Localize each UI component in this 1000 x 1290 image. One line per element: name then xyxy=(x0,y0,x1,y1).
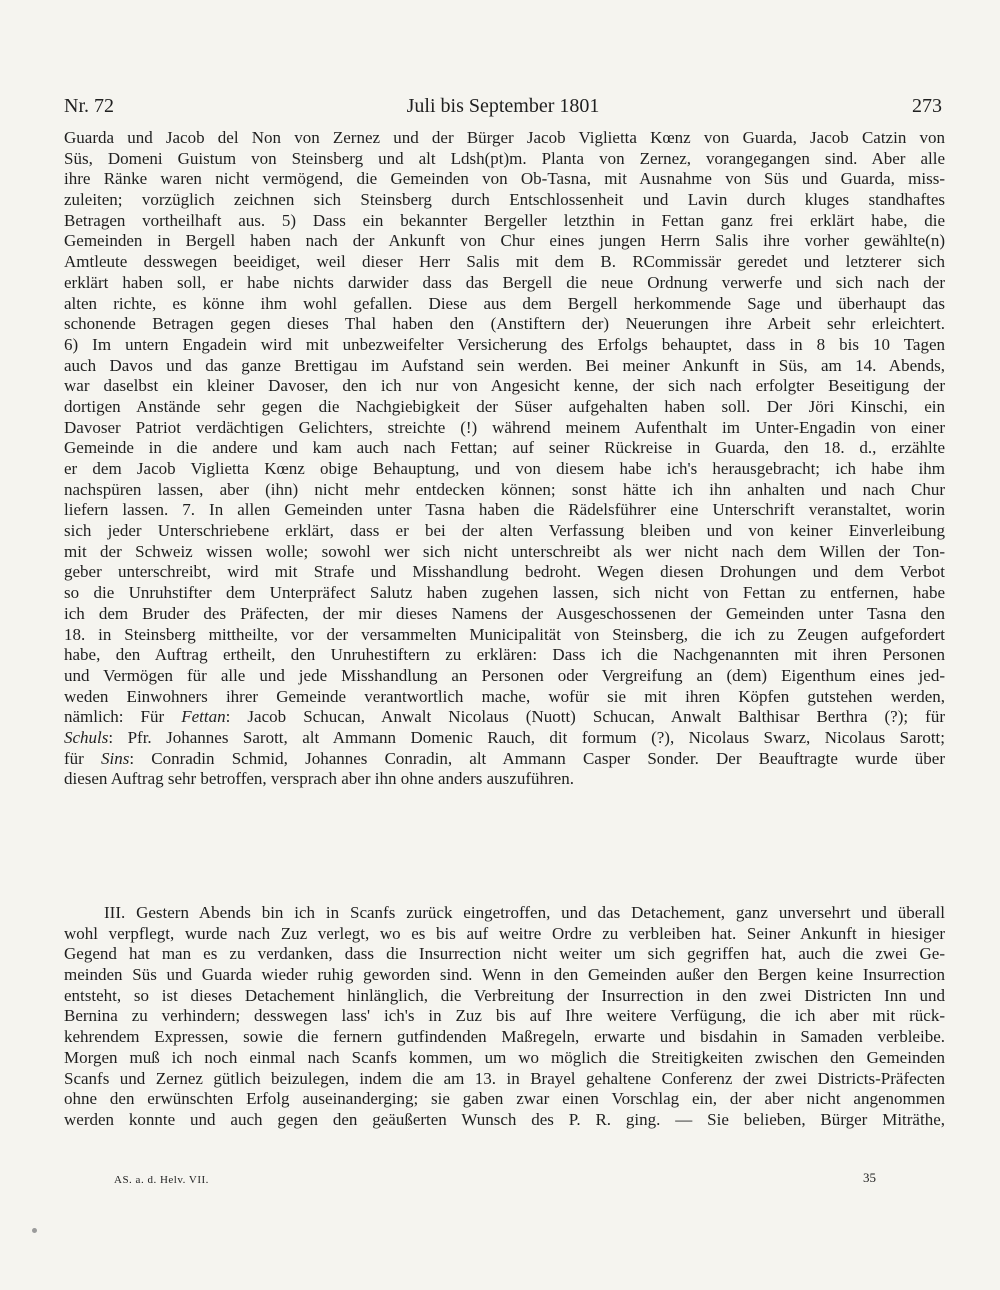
text-line: alten richte, es könne ihm wohl gefallen. Diese aus dem Bergell herkommende Sage und überhaupt das xyxy=(64,293,945,313)
text-line: und Vermögen für alle und jede Misshandlung an Personen oder Vergreifung an (dem) Eigenthum eines jed- xyxy=(64,665,945,685)
text-fragment: : Jacob Schucan, Anwalt Nicolaus (Nuott) Schucan, Anwalt Balthisar Berthra (?); für xyxy=(225,707,945,727)
section-1-text xyxy=(64,128,945,790)
page-number: 273 xyxy=(912,95,942,117)
section-3-text xyxy=(64,903,945,1131)
text-line: mit der Schweiz wissen wolle; sowohl wer sich nicht unterschreibt als wer nicht nach dem Willen der Ton- xyxy=(64,541,945,561)
text-line: habe, den Auftrag ertheilt, den Unruhestiftern zu erklären: Dass ich die Nachgenannten mit ihren Personen xyxy=(64,645,945,665)
text-line: auch Davos und das ganze Brettigau im Aufstand sein werden. Bei meiner Ankunft in Süs, am 14. Abends, xyxy=(64,355,945,375)
text-line: liefern lassen. 7. In allen Gemeinden unter Tasna haben die Rädelsführer eine Unterschrift veranstaltet, worin xyxy=(64,500,945,520)
text-line: entsteht, so ist dieses Detachement hinlänglich, die Verbreitung der Insurrection in den zwei Districten Inn und xyxy=(64,985,945,1005)
text-line xyxy=(64,728,945,749)
text-line: zuleiten; vorzüglich zeichnen sich Steinsberg durch Entschlossenheit und Lavin durch kluges standhaftes xyxy=(64,190,945,210)
text-fragment: : Conradin Schmid, Johannes Conradin, alt Ammann Casper Sonder. Der Beauftragte wurde über xyxy=(129,748,945,768)
text-line: Morgen muß ich noch einmal nach Scanfs kommen, um wo möglich die Streitigkeiten zwischen den Gemeinden xyxy=(64,1047,945,1067)
text-line: so die Unruhstifter dem Unterpräfect Salutz haben zugehen lassen, sich nicht von Fettan zu entfernen, habe xyxy=(64,583,945,603)
text-line xyxy=(64,707,945,728)
text-line: Gemeinde in die andere und kam auch nach Fettan; auf seiner Rückreise in Guarda, den 18. d., erzählte xyxy=(64,438,945,458)
signature-mark: AS. a. d. Helv. VII. xyxy=(114,1174,209,1186)
text-line: ich dem Bruder des Präfecten, der mir dieses Namens der Ausgeschossenen der Gemeinden unter Tasna den xyxy=(64,603,945,623)
place-name-schuls: Schuls xyxy=(64,727,109,747)
text-line: Amtleute desswegen beeidiget, weil dieser Herr Salis mit dem B. RCommissär geredet und letzterer sich xyxy=(64,252,945,272)
text-line: sich jeder Unterschriebene erklärt, dass er bei der alten Verfassung bleiben und von keiner Einverleibung xyxy=(64,521,945,541)
text-line: kehrendem Expressen, sowie die fernern gutfindenden Maßregeln, erwarte und bisdahin in Samaden verbleibe. xyxy=(64,1027,945,1047)
text-line: Davoser Patriot verdächtigen Gelichters, streichte (!) während meinem Aufenthalt im Unter-Engadin von einer xyxy=(64,417,945,437)
text-line: 18. in Steinsberg mittheilte, vor der versammelten Municipalität von Steinsberg, die ich zu Zeugen aufgefordert xyxy=(64,624,945,644)
binding-hole-mark xyxy=(32,1228,37,1233)
text-line: schonende Betragen gegen dieses Thal haben den (Anstiftern der) Neuerungen ihre Arbeit sehr erleichtert. xyxy=(64,314,945,334)
place-name-sins: Sins xyxy=(101,748,130,768)
text-line: werden konnte und auch gegen den geäußerten Wunsch des P. R. ging. — Sie belieben, Bürger Miträthe, xyxy=(64,1109,945,1129)
page-title: Juli bis September 1801 xyxy=(406,95,600,117)
text-line: Süs, Domeni Guistum von Steinsberg und alt Ldsh(pt)m. Planta von Zernez, vorangegangen sind. Aber alle xyxy=(64,148,945,168)
text-line: diesen Auftrag sehr betroffen, versprach aber ihn ohne anders auszuführen. xyxy=(64,769,574,789)
place-name-fettan: Fettan xyxy=(181,707,226,727)
text-line: weden Einwohners ihrer Gemeinde verantwortlich mache, wofür sie mit ihren Köpfen gutstehen werden, xyxy=(64,686,945,706)
text-line: III. Gestern Abends bin ich in Scanfs zurück eingetroffen, und das Detachement, ganz unversehrt und überall xyxy=(104,903,945,922)
text-line: erklärt haben soll, er habe nichts darwider dass das Bergell die neue Ordnung verwerfe und sich nach der xyxy=(64,272,945,292)
document-number: Nr. 72 xyxy=(64,95,114,117)
text-line: ihre Ränke waren nicht vermögend, die Gemeinden von Ob-Tasna, mit Ausnahme von Süs und Guarda, miss- xyxy=(64,169,945,189)
text-line: geber unterschreibt, wird mit Strafe und Misshandlung bedroht. Wegen diesen Drohungen und dem Verbot xyxy=(64,562,945,582)
text-line: Guarda und Jacob del Non von Zernez und der Bürger Jacob Viglietta Kœnz von Guarda, Jacob Catzin von xyxy=(64,128,945,147)
text-line: war daselbst ein kleiner Davoser, den ich nur von Angesicht kenne, der sich nach erfolgter Beseitigung der xyxy=(64,376,945,396)
sheet-number: 35 xyxy=(863,1170,876,1185)
text-line: ohne den erwünschten Erfolg auseinanderging; sie gaben zwar einen Vorschlag ein, der aber nicht angenommen xyxy=(64,1089,945,1109)
page-header xyxy=(64,93,942,119)
text-line xyxy=(64,749,945,770)
text-line: Bernina zu verhindern; desswegen lass' ich's in Zuz bis auf Ihre weitere Verfügung, die ich aber mit rück- xyxy=(64,1006,945,1026)
text-line: Gegend hat man es zu verdanken, dass die Insurrection nicht weiter um sich gegriffen hat, auch die zwei Ge- xyxy=(64,944,945,964)
text-line: 6) Im untern Engadein wird mit unbezweifelter Versicherung des Erfolgs behauptet, dass in 8 bis 10 Tagen xyxy=(64,334,945,354)
text-line: dortigen Anstände sehr gegen die Nachgiebigkeit der Süser aufgehalten haben soll. Der Jöri Kinschi, ein xyxy=(64,396,945,416)
text-line: Betragen vortheilhaft aus. 5) Dass ein bekannter Bergeller letzthin in Fettan ganz frei erklärt habe, die xyxy=(64,210,945,230)
text-line: wohl verpflegt, wurde nach Zuz verlegt, wo es bis auf weitre Ordre zu verbleiben hat. Seiner Ankunft in hiesiger xyxy=(64,923,945,943)
text-fragment: nämlich: Für xyxy=(64,707,182,727)
text-line: nachspüren lassen, aber (ihn) nicht mehr entdecken können; sonst hätte ich ihn anhalten und nach Chur xyxy=(64,479,945,499)
text-line: Scanfs und Zernez gütlich beizulegen, indem die am 13. in Brayel gehaltene Conferenz der zwei Districts-Präfecten xyxy=(64,1068,945,1088)
text-fragment: : Pfr. Johannes Sarott, alt Ammann Domenic Rauch, dit formum (?), Nicolaus Swarz, Nicolaus Sarott; xyxy=(108,727,945,747)
text-line: Gemeinden in Bergell haben nach der Ankunft von Chur eines jungen Herrn Salis ihre vorher gewählte(n) xyxy=(64,231,945,251)
text-fragment: für xyxy=(64,748,102,768)
text-line: er dem Jacob Viglietta Kœnz obige Behauptung, und von diesem habe ich's herausgebracht; ich habe ihm xyxy=(64,459,945,478)
text-line: meinden Süs und Guarda wieder ruhig geworden sind. Wenn in den Gemeinden außer den Bergen keine Insurrection xyxy=(64,965,945,985)
